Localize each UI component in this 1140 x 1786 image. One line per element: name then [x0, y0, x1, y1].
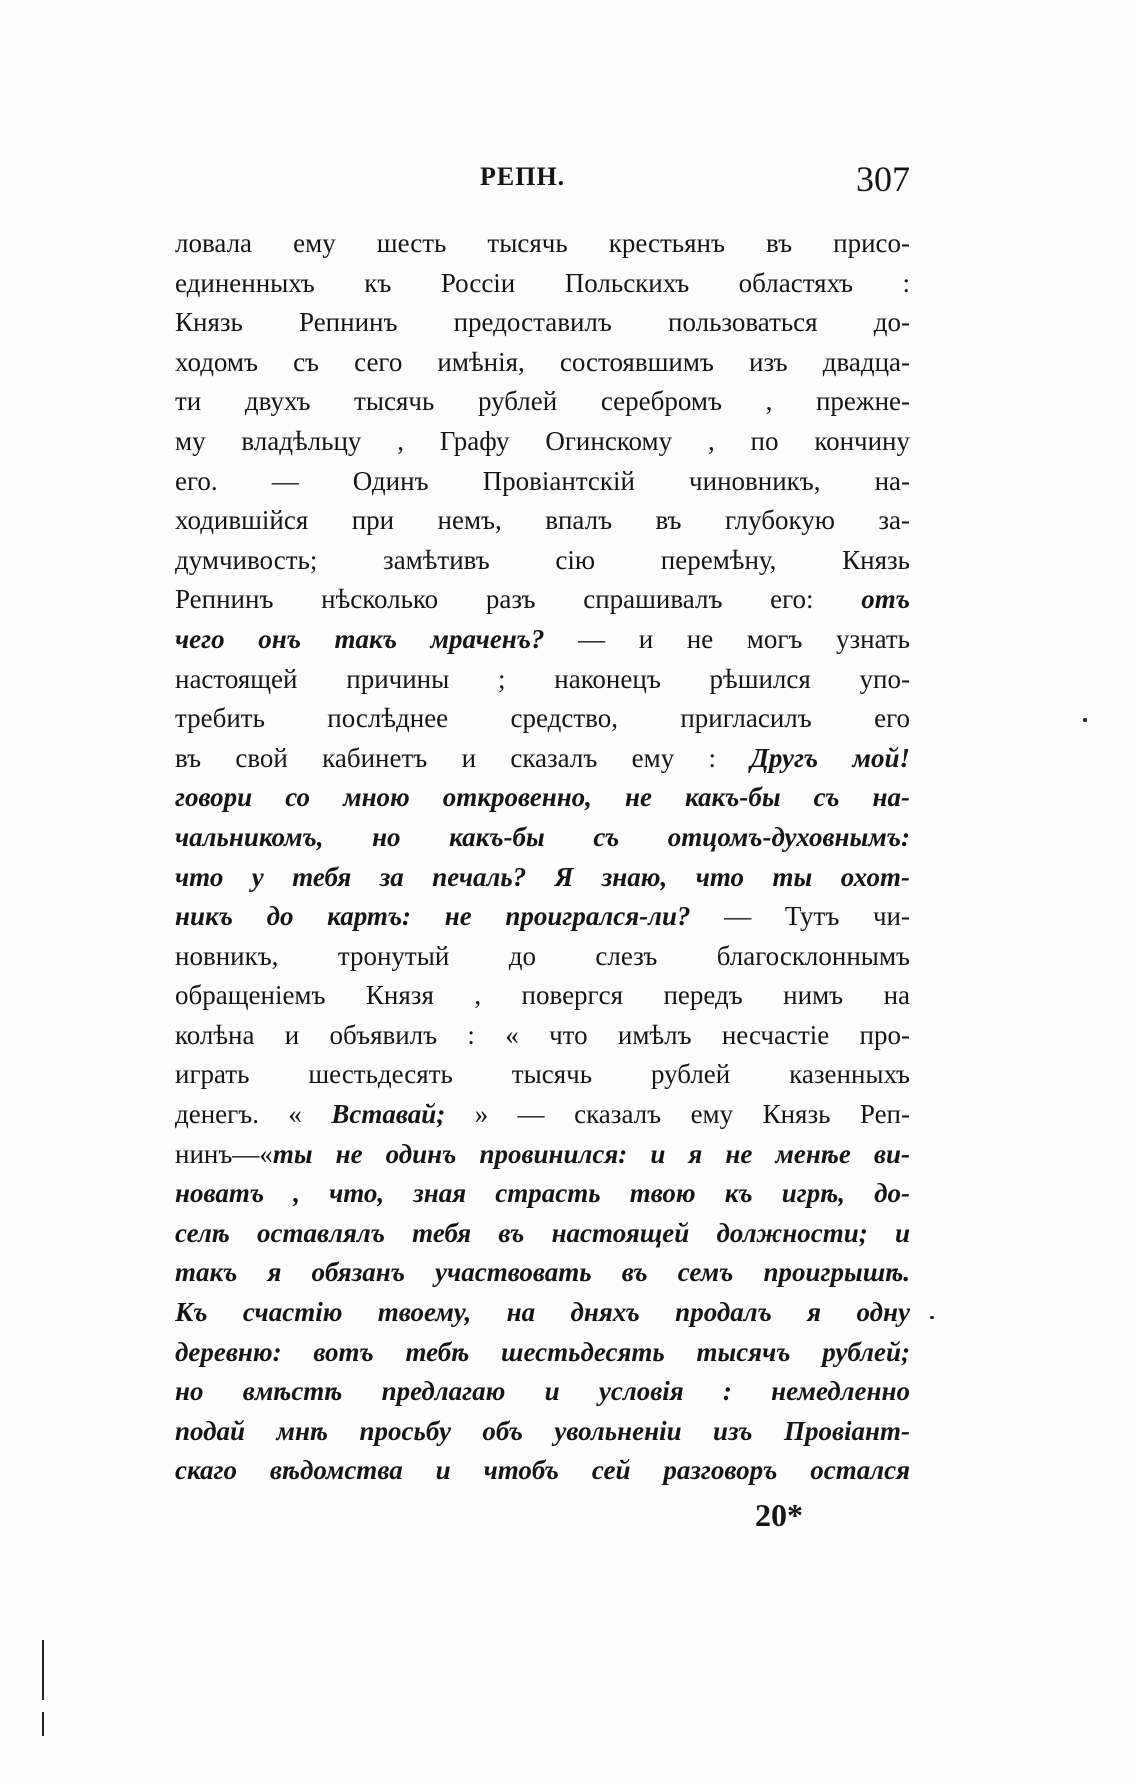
text-line: [175, 620, 910, 660]
text-line: [175, 1095, 910, 1135]
text-line: [175, 858, 910, 898]
italic-text: деревню: вотъ тебѣ шестьдесять тысячъ рублей;: [175, 1336, 910, 1367]
italic-text: но вмѣстѣ предлагаю и условія : немедленно: [175, 1376, 910, 1407]
text-run: ловала ему шесть тысячь крестьянъ въ присо-: [175, 228, 910, 258]
text-line: [175, 264, 910, 304]
text-line: [175, 1253, 910, 1293]
text-line: [175, 976, 910, 1016]
italic-text: говори со мною откровенно, не какъ-бы съ на-: [175, 782, 910, 813]
running-title: РЕПН.: [480, 162, 566, 191]
text-run: му владѣльцу , Графу Огинскому , по кончину: [175, 425, 910, 456]
text-line: [175, 303, 910, 343]
margin-line: [42, 1640, 44, 1700]
italic-text: что у тебя за печаль? Я знаю, что ты охот-: [175, 861, 910, 892]
margin-speck: [930, 1316, 934, 1319]
margin-line: [42, 1712, 44, 1736]
text-run: играть шестьдесять тысячь рублей казенныхъ: [175, 1059, 910, 1090]
text-line: [175, 778, 910, 818]
text-run: требить послѣднее средство, пригласилъ его: [175, 703, 910, 734]
text-line: [175, 382, 910, 422]
italic-text: ты не одинъ провинился: и я не менѣе ви-: [272, 1138, 910, 1169]
text-run: колѣна и объявилъ : « что имѣлъ несчастіе про-: [175, 1019, 910, 1050]
text-run: — Тутъ чи-: [690, 901, 910, 932]
italic-text: Вставай;: [331, 1099, 446, 1130]
text-line: [175, 1372, 910, 1412]
text-run: думчивость; замѣтивъ сію перемѣну, Князь: [175, 544, 910, 575]
italic-text: чего онъ такъ мраченъ?: [175, 623, 545, 654]
text-line: [175, 818, 910, 858]
italic-text: подай мнѣ просьбу объ увольненіи изъ Провіант-: [175, 1415, 910, 1446]
text-run: — и не могъ узнать: [544, 623, 910, 654]
text-line: [175, 897, 910, 937]
text-run: обращеніемъ Князя , повергся передъ нимъ на: [175, 980, 910, 1011]
italic-text: отъ: [861, 584, 910, 615]
text-line: [175, 1412, 910, 1452]
page-number: 307: [856, 159, 910, 199]
text-run: единенныхъ къ Россіи Польскихъ областяхъ :: [175, 267, 910, 298]
text-run: Репнинъ нѣсколько разъ спрашивалъ его:: [175, 584, 862, 615]
text-line: [175, 422, 910, 462]
text-run: ти двухъ тысячь рублей серебромъ , прежне-: [175, 386, 910, 417]
text-line: [175, 541, 910, 581]
italic-text: селѣ оставлялъ тебя въ настоящей должности; и: [175, 1217, 910, 1248]
text-line: [175, 501, 910, 541]
text-run: въ свой кабинетъ и сказалъ ему :: [175, 742, 751, 773]
signature-mark: 20*: [755, 1497, 803, 1533]
text-line: [175, 580, 910, 620]
text-line: [175, 660, 910, 700]
text-line: [175, 1055, 910, 1095]
text-line: [175, 1333, 910, 1373]
text-run: его. — Одинъ Провіантскій чиновникъ, на-: [175, 465, 910, 496]
text-line: [175, 462, 910, 502]
text-line: [175, 1451, 910, 1491]
text-run: новникъ, тронутый до слезъ благосклоннымъ: [175, 940, 910, 971]
margin-speck: [1083, 718, 1087, 722]
text-line: [175, 739, 910, 779]
text-line: [175, 699, 910, 739]
italic-text: новатъ , что, зная страсть твою къ игрѣ, до-: [175, 1178, 910, 1209]
text-run: ходившійся при немъ, впалъ въ глубокую за-: [175, 505, 910, 536]
text-run: денегъ. «: [175, 1099, 332, 1130]
running-head: [175, 159, 910, 202]
text-run: Князь Репнинъ предоставилъ пользоваться до-: [175, 307, 910, 338]
italic-text: никъ до картъ: не проигрался-ли?: [175, 901, 691, 932]
text-line: [175, 1214, 910, 1254]
text-run: » — сказалъ ему Князь Реп-: [445, 1099, 910, 1130]
text-run: ходомъ съ сего имѣнія, состоявшимъ изъ двадца-: [175, 346, 910, 377]
italic-text: Къ счастію твоему, на дняхъ продалъ я одну: [175, 1297, 910, 1328]
text-line: [175, 937, 910, 977]
italic-text: чальникомъ, но какъ-бы съ отцомъ-духовнымъ:: [175, 821, 910, 852]
text-line: [175, 224, 910, 264]
italic-text: такъ я обязанъ участвовать въ семъ проигрышѣ.: [175, 1257, 910, 1288]
text-line: [175, 1016, 910, 1056]
text-run: нинъ—«: [175, 1138, 273, 1169]
text-line: [175, 1174, 910, 1214]
text-run: настоящей причины ; наконецъ рѣшился упо-: [175, 663, 910, 694]
italic-text: Другъ мой!: [750, 742, 910, 773]
italic-text: скаго вѣдомства и чтобъ сей разговоръ остался: [175, 1455, 910, 1486]
text-line: [175, 343, 910, 383]
text-line: [175, 1135, 910, 1175]
body-text: [175, 224, 910, 1491]
text-line: [175, 1293, 910, 1333]
